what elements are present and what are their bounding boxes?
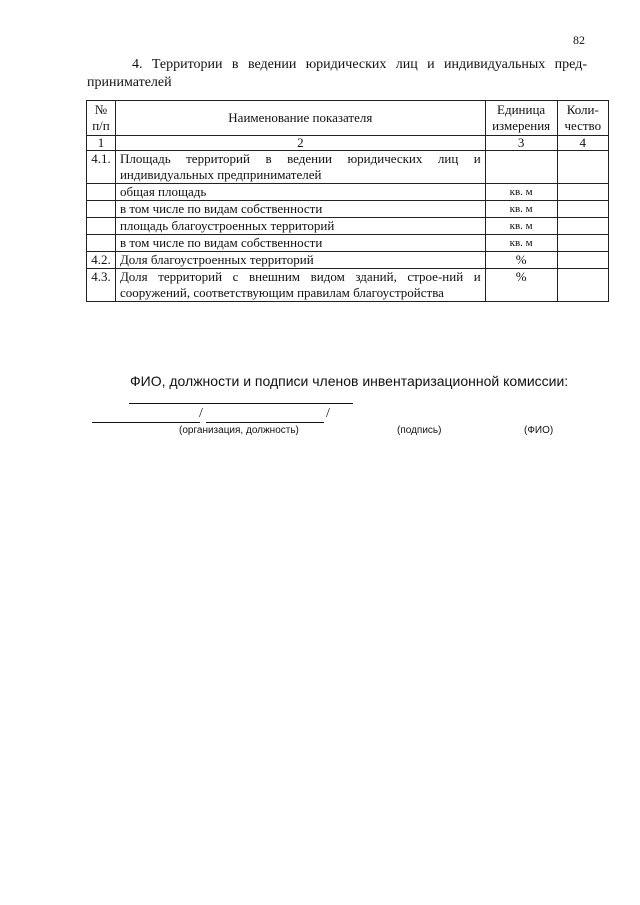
row-number: 4.3. bbox=[87, 269, 116, 302]
row-unit: кв. м bbox=[485, 218, 557, 235]
row-name: Доля благоустроенных территорий bbox=[115, 252, 485, 269]
header-indicator-name: Наименование показателя bbox=[115, 101, 485, 136]
header-quantity: Коли-чество bbox=[557, 101, 608, 136]
row-name: в том числе по видам собственности bbox=[115, 201, 485, 218]
row-quantity bbox=[557, 252, 608, 269]
table-row bbox=[87, 269, 609, 302]
row-unit: кв. м bbox=[485, 184, 557, 201]
signature-line bbox=[129, 403, 353, 404]
row-name: общая площадь bbox=[115, 184, 485, 201]
organization-line bbox=[92, 422, 200, 423]
row-quantity bbox=[557, 201, 608, 218]
caption-organization: (организация, должность) bbox=[179, 425, 299, 436]
page-number: 82 bbox=[573, 33, 585, 47]
table-row bbox=[87, 184, 609, 201]
row-number bbox=[87, 235, 116, 252]
row-name: Площадь территорий в ведении юридических лиц и индивидуальных предпринимателей bbox=[115, 151, 485, 184]
row-name: площадь благоустроенных территорий bbox=[115, 218, 485, 235]
row-unit bbox=[485, 151, 557, 184]
signature-fill-line bbox=[206, 422, 324, 423]
table-row bbox=[87, 235, 609, 252]
row-number bbox=[87, 201, 116, 218]
header-number: № п/п bbox=[87, 101, 116, 136]
row-name: Доля территорий с внешним видом зданий, строе-ний и сооружений, соответствующим правилам благоустройства bbox=[115, 269, 485, 302]
separator-slash: / bbox=[326, 406, 330, 421]
row-number bbox=[87, 218, 116, 235]
caption-signature: (подпись) bbox=[397, 425, 442, 436]
table-row bbox=[87, 252, 609, 269]
table-row bbox=[87, 201, 609, 218]
index-cell: 2 bbox=[115, 136, 485, 151]
row-quantity bbox=[557, 269, 608, 302]
commission-heading: ФИО, должности и подписи членов инвентаризационной комиссии: bbox=[130, 373, 569, 389]
header-unit: Единица измерения bbox=[485, 101, 557, 136]
indicators-table bbox=[86, 100, 609, 302]
index-cell: 1 bbox=[87, 136, 116, 151]
row-number: 4.2. bbox=[87, 252, 116, 269]
column-index-row bbox=[87, 136, 609, 151]
row-number bbox=[87, 184, 116, 201]
separator-slash: / bbox=[199, 406, 203, 421]
row-number: 4.1. bbox=[87, 151, 116, 184]
row-quantity bbox=[557, 151, 608, 184]
row-quantity bbox=[557, 235, 608, 252]
row-unit: % bbox=[485, 252, 557, 269]
section-title: 4. Территории в ведении юридических лиц и индивидуальных пред-принимателей bbox=[87, 57, 587, 90]
index-cell: 4 bbox=[557, 136, 608, 151]
row-unit: кв. м bbox=[485, 235, 557, 252]
row-quantity bbox=[557, 184, 608, 201]
row-unit: % bbox=[485, 269, 557, 302]
table-row bbox=[87, 218, 609, 235]
caption-fio: (ФИО) bbox=[524, 425, 554, 436]
table-header-row bbox=[87, 101, 609, 136]
row-name: в том числе по видам собственности bbox=[115, 235, 485, 252]
row-quantity bbox=[557, 218, 608, 235]
index-cell: 3 bbox=[485, 136, 557, 151]
row-unit: кв. м bbox=[485, 201, 557, 218]
table-row bbox=[87, 151, 609, 184]
